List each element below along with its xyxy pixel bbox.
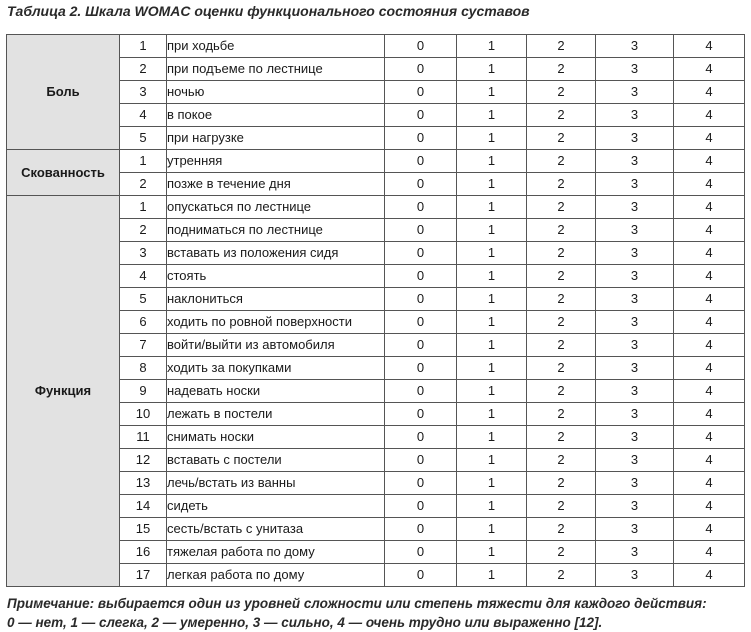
item-number: 1 (120, 150, 167, 173)
score-cell: 1 (457, 426, 527, 449)
score-cell: 4 (674, 242, 745, 265)
item-number: 1 (120, 35, 167, 58)
score-cell: 0 (385, 104, 457, 127)
table-row (7, 35, 745, 58)
item-activity: легкая работа по дому (167, 564, 385, 587)
item-number: 10 (120, 403, 167, 426)
item-activity: ходить по ровной поверхности (167, 311, 385, 334)
item-activity: утренняя (167, 150, 385, 173)
score-cell: 3 (596, 219, 674, 242)
item-activity: надевать носки (167, 380, 385, 403)
category-cell: Боль (7, 35, 120, 150)
table-row (7, 150, 745, 173)
score-cell: 3 (596, 403, 674, 426)
score-cell: 4 (674, 426, 745, 449)
score-cell: 4 (674, 541, 745, 564)
table-row (7, 196, 745, 219)
score-cell: 0 (385, 35, 457, 58)
score-cell: 0 (385, 564, 457, 587)
score-cell: 3 (596, 288, 674, 311)
score-cell: 1 (457, 35, 527, 58)
item-activity: позже в течение дня (167, 173, 385, 196)
item-activity: подниматься по лестнице (167, 219, 385, 242)
score-cell: 1 (457, 265, 527, 288)
score-cell: 4 (674, 472, 745, 495)
item-number: 1 (120, 196, 167, 219)
score-cell: 0 (385, 173, 457, 196)
score-cell: 3 (596, 265, 674, 288)
item-number: 4 (120, 265, 167, 288)
score-cell: 1 (457, 242, 527, 265)
score-cell: 4 (674, 357, 745, 380)
score-cell: 1 (457, 173, 527, 196)
score-cell: 3 (596, 426, 674, 449)
score-cell: 4 (674, 380, 745, 403)
score-cell: 2 (527, 173, 596, 196)
item-number: 4 (120, 104, 167, 127)
score-cell: 1 (457, 104, 527, 127)
score-cell: 3 (596, 518, 674, 541)
score-cell: 1 (457, 219, 527, 242)
score-cell: 4 (674, 449, 745, 472)
item-number: 2 (120, 173, 167, 196)
score-cell: 3 (596, 104, 674, 127)
item-number: 5 (120, 127, 167, 150)
score-cell: 0 (385, 58, 457, 81)
item-number: 16 (120, 541, 167, 564)
item-number: 3 (120, 242, 167, 265)
score-cell: 1 (457, 334, 527, 357)
score-cell: 4 (674, 518, 745, 541)
score-cell: 0 (385, 472, 457, 495)
score-cell: 0 (385, 357, 457, 380)
score-cell: 2 (527, 564, 596, 587)
item-number: 14 (120, 495, 167, 518)
score-cell: 0 (385, 495, 457, 518)
score-cell: 4 (674, 265, 745, 288)
score-cell: 1 (457, 518, 527, 541)
score-cell: 3 (596, 150, 674, 173)
score-cell: 3 (596, 564, 674, 587)
score-cell: 1 (457, 127, 527, 150)
table-note (7, 594, 747, 632)
item-number: 3 (120, 81, 167, 104)
score-cell: 1 (457, 472, 527, 495)
score-cell: 4 (674, 403, 745, 426)
score-cell: 4 (674, 150, 745, 173)
score-cell: 2 (527, 127, 596, 150)
item-number: 11 (120, 426, 167, 449)
score-cell: 1 (457, 58, 527, 81)
score-cell: 2 (527, 472, 596, 495)
score-cell: 0 (385, 288, 457, 311)
score-cell: 1 (457, 564, 527, 587)
score-cell: 2 (527, 541, 596, 564)
score-cell: 0 (385, 311, 457, 334)
score-cell: 4 (674, 81, 745, 104)
score-cell: 4 (674, 495, 745, 518)
item-activity: стоять (167, 265, 385, 288)
score-cell: 0 (385, 196, 457, 219)
item-activity: сесть/встать с унитаза (167, 518, 385, 541)
item-activity: снимать носки (167, 426, 385, 449)
item-number: 2 (120, 58, 167, 81)
score-cell: 3 (596, 242, 674, 265)
table-body (7, 35, 745, 587)
score-cell: 3 (596, 81, 674, 104)
score-cell: 2 (527, 219, 596, 242)
score-cell: 0 (385, 518, 457, 541)
score-cell: 2 (527, 403, 596, 426)
score-cell: 1 (457, 196, 527, 219)
item-number: 15 (120, 518, 167, 541)
score-cell: 1 (457, 288, 527, 311)
score-cell: 0 (385, 426, 457, 449)
item-number: 2 (120, 219, 167, 242)
item-activity: опускаться по лестнице (167, 196, 385, 219)
item-activity: в покое (167, 104, 385, 127)
item-activity: ночью (167, 81, 385, 104)
score-cell: 4 (674, 58, 745, 81)
score-cell: 3 (596, 472, 674, 495)
item-activity: сидеть (167, 495, 385, 518)
score-cell: 3 (596, 58, 674, 81)
womac-table (6, 34, 745, 587)
table-title: Таблица 2. Шкала WOMAC оценки функционального состояния суставов (7, 3, 530, 19)
category-cell: Функция (7, 196, 120, 587)
score-cell: 2 (527, 311, 596, 334)
item-activity: лечь/встать из ванны (167, 472, 385, 495)
score-cell: 0 (385, 334, 457, 357)
score-cell: 2 (527, 380, 596, 403)
score-cell: 2 (527, 196, 596, 219)
score-cell: 1 (457, 81, 527, 104)
item-number: 7 (120, 334, 167, 357)
score-cell: 3 (596, 311, 674, 334)
item-number: 9 (120, 380, 167, 403)
score-cell: 2 (527, 518, 596, 541)
score-cell: 2 (527, 81, 596, 104)
score-cell: 2 (527, 426, 596, 449)
score-cell: 0 (385, 403, 457, 426)
score-cell: 2 (527, 242, 596, 265)
score-cell: 0 (385, 127, 457, 150)
score-cell: 4 (674, 104, 745, 127)
score-cell: 4 (674, 219, 745, 242)
score-cell: 2 (527, 449, 596, 472)
score-cell: 1 (457, 311, 527, 334)
score-cell: 3 (596, 541, 674, 564)
score-cell: 1 (457, 449, 527, 472)
score-cell: 1 (457, 495, 527, 518)
score-cell: 2 (527, 288, 596, 311)
item-activity: при подъеме по лестнице (167, 58, 385, 81)
score-cell: 3 (596, 357, 674, 380)
score-cell: 0 (385, 449, 457, 472)
item-number: 8 (120, 357, 167, 380)
item-activity: лежать в постели (167, 403, 385, 426)
item-number: 6 (120, 311, 167, 334)
item-number: 5 (120, 288, 167, 311)
score-cell: 0 (385, 150, 457, 173)
score-cell: 1 (457, 150, 527, 173)
score-cell: 3 (596, 449, 674, 472)
score-cell: 2 (527, 265, 596, 288)
item-activity: вставать из положения сидя (167, 242, 385, 265)
score-cell: 2 (527, 357, 596, 380)
score-cell: 0 (385, 219, 457, 242)
score-cell: 0 (385, 242, 457, 265)
item-number: 12 (120, 449, 167, 472)
score-cell: 3 (596, 495, 674, 518)
score-cell: 2 (527, 104, 596, 127)
score-cell: 1 (457, 380, 527, 403)
score-cell: 0 (385, 541, 457, 564)
note-line-2: 0 — нет, 1 — слегка, 2 — умеренно, 3 — сильно, 4 — очень трудно или выраженно [12]. (7, 615, 603, 630)
score-cell: 4 (674, 196, 745, 219)
score-cell: 1 (457, 403, 527, 426)
score-cell: 0 (385, 265, 457, 288)
score-cell: 2 (527, 495, 596, 518)
score-cell: 3 (596, 334, 674, 357)
item-activity: при нагрузке (167, 127, 385, 150)
score-cell: 3 (596, 173, 674, 196)
score-cell: 3 (596, 380, 674, 403)
item-number: 13 (120, 472, 167, 495)
score-cell: 0 (385, 81, 457, 104)
item-activity: при ходьбе (167, 35, 385, 58)
item-activity: вставать с постели (167, 449, 385, 472)
score-cell: 3 (596, 196, 674, 219)
note-line-1: Примечание: выбирается один из уровней сложности или степень тяжести для каждого действия: (7, 596, 707, 611)
item-activity: наклониться (167, 288, 385, 311)
score-cell: 4 (674, 127, 745, 150)
item-activity: войти/выйти из автомобиля (167, 334, 385, 357)
item-activity: тяжелая работа по дому (167, 541, 385, 564)
score-cell: 2 (527, 58, 596, 81)
score-cell: 2 (527, 150, 596, 173)
score-cell: 2 (527, 334, 596, 357)
score-cell: 0 (385, 380, 457, 403)
category-cell: Скованность (7, 150, 120, 196)
score-cell: 4 (674, 334, 745, 357)
score-cell: 2 (527, 35, 596, 58)
score-cell: 4 (674, 35, 745, 58)
score-cell: 4 (674, 288, 745, 311)
item-number: 17 (120, 564, 167, 587)
score-cell: 3 (596, 127, 674, 150)
score-cell: 4 (674, 311, 745, 334)
score-cell: 4 (674, 173, 745, 196)
score-cell: 1 (457, 541, 527, 564)
score-cell: 1 (457, 357, 527, 380)
item-activity: ходить за покупками (167, 357, 385, 380)
score-cell: 4 (674, 564, 745, 587)
score-cell: 3 (596, 35, 674, 58)
